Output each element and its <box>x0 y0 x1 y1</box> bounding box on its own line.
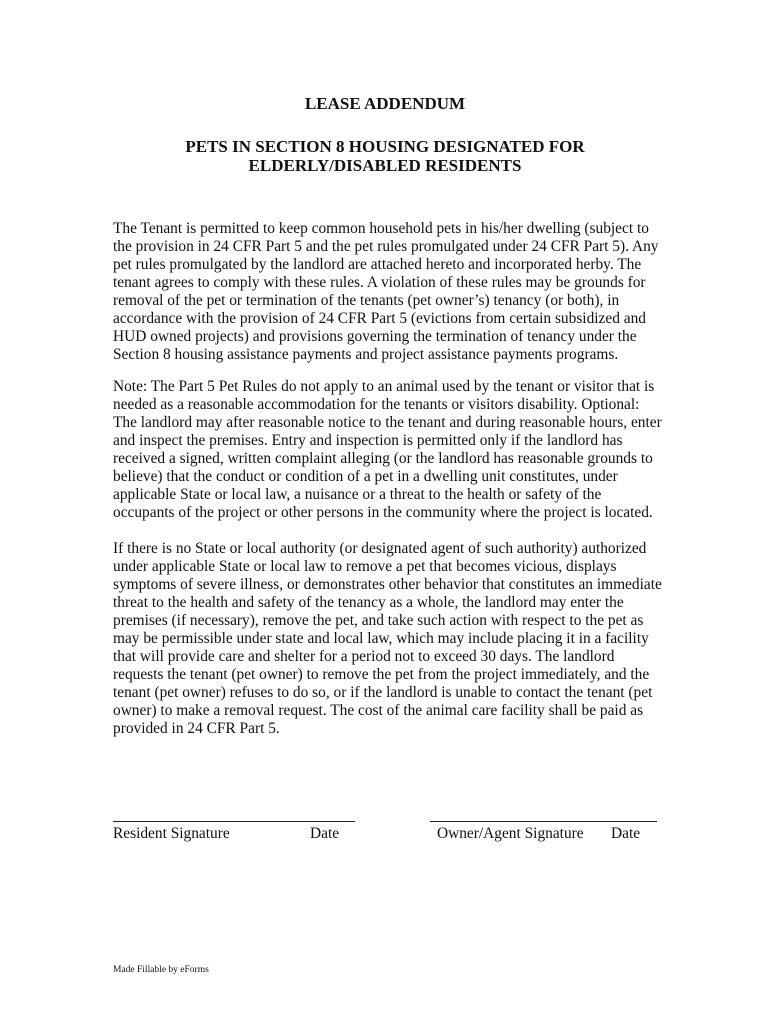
paragraph-line: the provision in 24 CFR Part 5 and the pet rules promulgated under 24 CFR Part 5). Any <box>113 238 659 255</box>
paragraph-line: Note: The Part 5 Pet Rules do not apply to an animal used by the tenant or visitor that is <box>113 378 655 395</box>
paragraph-line: threat to the health and safety of the tenancy as a whole, the landlord may enter the <box>113 594 624 611</box>
paragraph-note <box>113 378 673 522</box>
owner-date-label: Date <box>611 825 641 842</box>
paragraph-line: that will provide care and shelter for a period not to exceed 30 days. The landlord <box>113 648 615 665</box>
paragraph-line: owner) to make a removal request. The cost of the animal care facility shall be paid as <box>113 702 644 719</box>
paragraph-line: and inspect the premises. Entry and inspection is permitted only if the landlord has <box>113 432 623 449</box>
paragraph-line: tenant agrees to comply with these rules. A violation of these rules may be grounds for <box>113 274 646 291</box>
paragraph-removal <box>113 540 673 738</box>
resident-signature-line[interactable] <box>113 821 355 822</box>
paragraph-line: under applicable State or local law to remove a pet that becomes vicious, displays <box>113 558 617 575</box>
paragraph-line: applicable State or local law, a nuisance or a threat to the health or safety of the <box>113 486 602 503</box>
paragraph-pet-permission <box>113 220 673 364</box>
paragraph-line: symptoms of severe illness, or demonstrates other behavior that constitutes an immediate <box>113 576 662 593</box>
paragraph-line: received a signed, written complaint alleging (or the landlord has reasonable grounds to <box>113 450 653 467</box>
paragraph-line: removal of the pet or termination of the tenants (pet owner’s) tenancy (or both), in <box>113 292 620 309</box>
paragraph-line: tenant (pet owner) refuses to do so, or if the landlord is unable to contact the tenant (pet <box>113 684 653 701</box>
paragraph-line: Section 8 housing assistance payments and project assistance payments programs. <box>113 346 619 363</box>
paragraph-line: The landlord may after reasonable notice to the tenant and during reasonable hours, enter <box>113 414 662 431</box>
paragraph-line: accordance with the provision of 24 CFR Part 5 (evictions from certain subsidized and <box>113 310 646 327</box>
resident-signature-label: Resident Signature <box>113 825 230 842</box>
paragraph-line: requests the tenant (pet owner) to remove the pet from the project immediately, and the <box>113 666 650 683</box>
paragraph-line: believe) that the conduct or condition of a pet in a dwelling unit constitutes, under <box>113 468 618 485</box>
footer-credit: Made Fillable by eForms <box>113 965 209 975</box>
paragraph-line: may be permissible under state and local law, which may include placing it in a facility <box>113 630 649 647</box>
paragraph-line: premises (if necessary), remove the pet, and take such action with respect to the pet as <box>113 612 644 629</box>
paragraph-line: provided in 24 CFR Part 5. <box>113 720 280 737</box>
owner-signature-label: Owner/Agent Signature <box>437 825 584 842</box>
subtitle-line-1: PETS IN SECTION 8 HOUSING DESIGNATED FOR <box>185 137 585 156</box>
paragraph-line: HUD owned projects) and provisions governing the termination of tenancy under the <box>113 328 637 345</box>
paragraph-line: If there is no State or local authority (or designated agent of such authority) authorized <box>113 540 647 557</box>
paragraph-line: pet rules promulgated by the landlord are attached hereto and incorporated herby. The <box>113 256 642 273</box>
paragraph-line: occupants of the project or other persons in the community where the project is located. <box>113 504 653 521</box>
owner-signature-line[interactable] <box>430 821 657 822</box>
resident-date-label: Date <box>310 825 340 842</box>
subtitle-line-2: ELDERLY/DISABLED RESIDENTS <box>248 156 522 175</box>
document-title: LEASE ADDENDUM <box>304 94 466 113</box>
paragraph-line: The Tenant is permitted to keep common household pets in his/her dwelling (subject to <box>113 220 649 237</box>
paragraph-line: needed as a reasonable accommodation for the tenants or visitors disability. Optional: <box>113 396 640 413</box>
